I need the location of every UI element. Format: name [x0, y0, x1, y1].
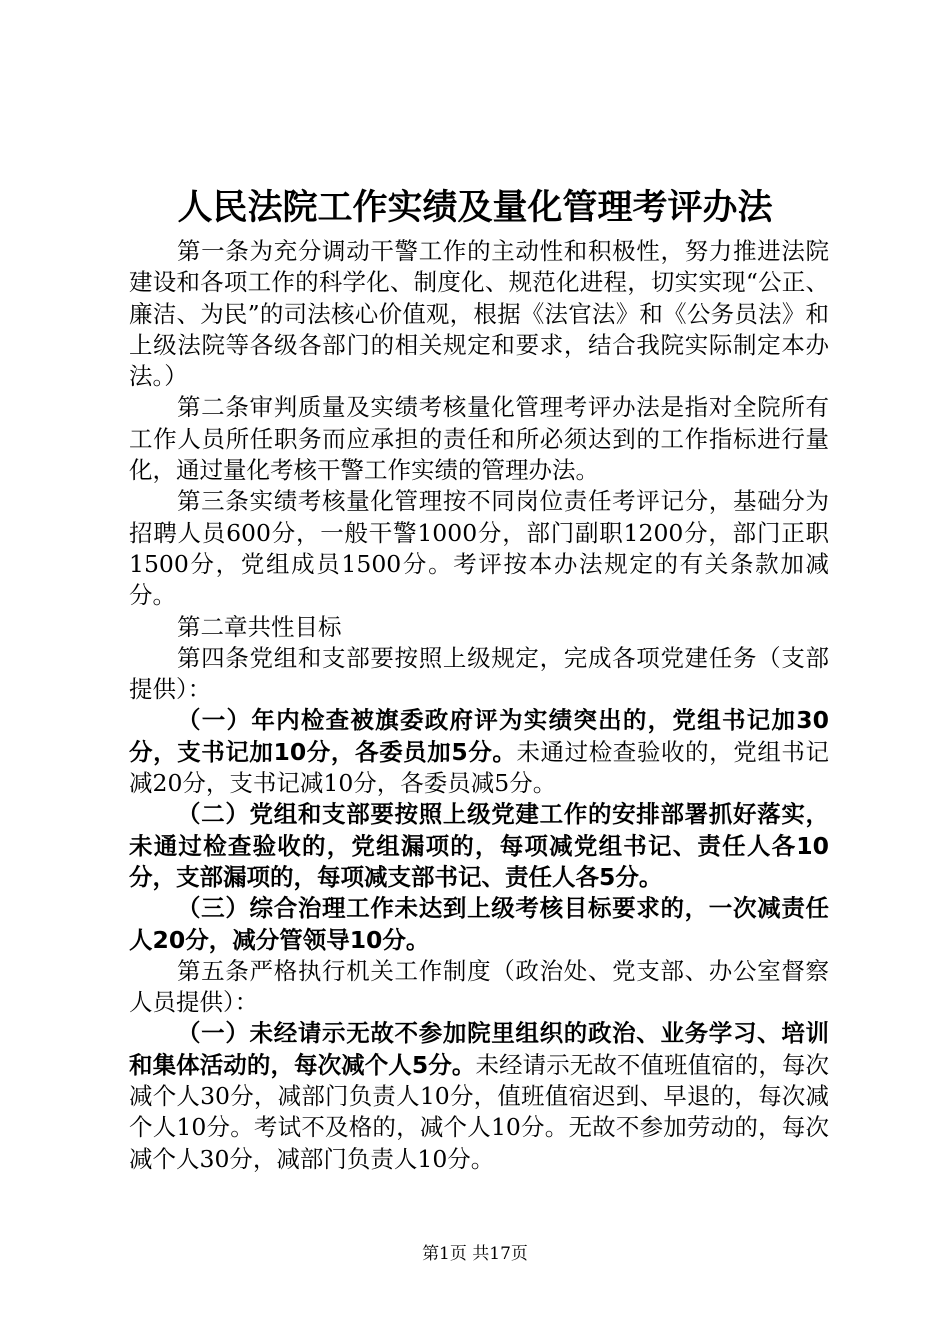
chapter-heading: 第二章共性目标 — [177, 612, 342, 641]
item-lead-text: （一）未经请示无故不参加院里组织的政治、业务学习、培训和集体活动的，每次减个人5分。 — [129, 1019, 829, 1079]
paragraph-item-4-2 — [129, 799, 829, 893]
paragraph-item-4-1 — [129, 705, 829, 799]
paragraph-article-5: 第五条严格执行机关工作制度（政治处、党支部、办公室督察人员提供）： — [129, 956, 829, 1017]
page-number: 第1页 共17页 — [422, 1244, 528, 1264]
paragraph-item-5-1 — [129, 1018, 829, 1174]
paragraph-article-2: 第二条审判质量及实绩考核量化管理考评办法是指对全院所有工作人员所任职务而应承担的责任和所必须达到的工作指标进行量化，通过量化考核干警工作实绩的管理办法。 — [129, 393, 829, 485]
item-tail-text: 未通过检查验收的，党组书记减20分，支书记减10分，各委员减5分。 — [129, 737, 829, 798]
document-body — [129, 236, 829, 1175]
item-lead-text: （二）党组和支部要按照上级党建工作的安排部署抓好落实，未通过检查验收的，党组漏项的，每项减党组书记、责任人各10分，支部漏项的，每项减支部书记、责任人各5分。 — [129, 800, 829, 891]
paragraph-article-3: 第三条实绩考核量化管理按不同岗位责任考评记分，基础分为招聘人员600分，一般干警1000分，部门副职1200分，部门正职1500分，党组成员1500分。考评按本办法规定的有关条款加减分。 — [129, 487, 829, 610]
paragraph-article-4: 第四条党组和支部要按照上级规定，完成各项党建任务（支部提供）： — [129, 643, 829, 704]
document-title: 人民法院工作实绩及量化管理考评办法 — [177, 187, 773, 228]
item-lead-text: （三）综合治理工作未达到上级考核目标要求的，一次减责任人20分，减分管领导10分。 — [129, 894, 829, 954]
paragraph-item-4-3 — [129, 893, 829, 956]
item-lead-text: （一）年内检查被旗委政府评为实绩突出的，党组书记加30分，支书记加10分，各委员加5分。 — [129, 706, 829, 766]
item-tail-text: 未经请示无故不值班值宿的，每次减个人30分，减部门负责人10分，值班值宿迟到、早退的，每次减个人10分。考试不及格的，减个人10分。无故不参加劳动的，每次减个人30分，减部门负责人10分。 — [129, 1050, 830, 1173]
paragraph-article-1: 第一条为充分调动干警工作的主动性和积极性，努力推进法院建设和各项工作的科学化、制度化、规范化进程，切实实现“公正、廉洁、为民”的司法核心价值观，根据《法官法》和《公务员法》和上级法院等各级各部门的相关规定和要求，结合我院实际制定本办法。） — [129, 237, 829, 391]
